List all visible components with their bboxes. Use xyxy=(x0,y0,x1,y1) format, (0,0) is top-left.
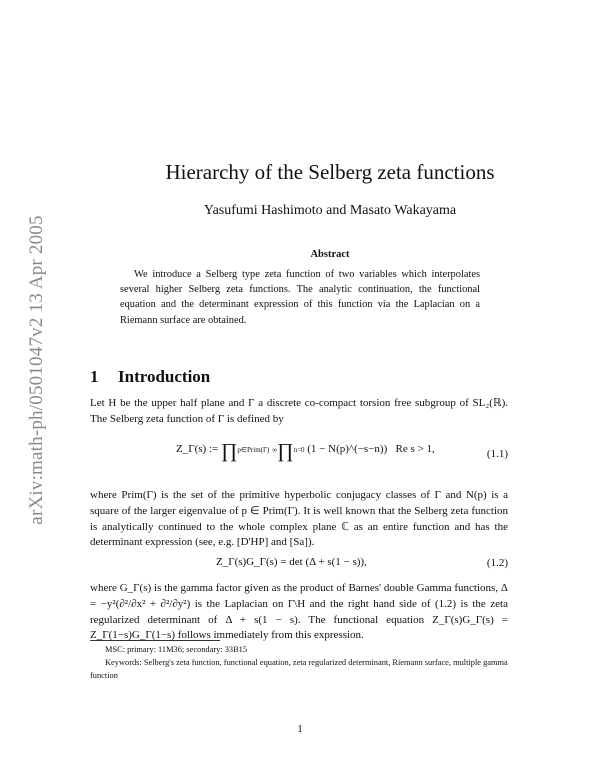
page-number: 1 xyxy=(297,723,303,735)
equation-1-1-body xyxy=(176,440,435,463)
paragraph-3: where G_Γ(s) is the gamma factor given as the product of Barnes' double Gamma functions, Δ = −y²(∂²/∂x² + ∂²/∂y²) is the Laplacian on Γ\H and the right hand side of (1.2) is the zeta regularized determinant of Δ + s(1 − s). The functional equation Z_Γ(s)G_Γ(s) = Z_Γ(1−s)G_Γ(1−s) follows immediately from this expression. xyxy=(90,582,508,642)
product-symbol: ∏ xyxy=(220,440,238,462)
eq1-prod-index: p∈Prim(Γ) xyxy=(237,446,270,454)
eq1-lhs: Z_Γ(s) := xyxy=(176,443,219,455)
section-title: Introduction xyxy=(118,367,211,386)
product-symbol-2: ∏ xyxy=(277,440,294,462)
equation-1-1-label: (1.1) xyxy=(486,448,508,460)
eq1-condition: Re s > 1, xyxy=(395,443,435,455)
footnote-rule xyxy=(90,640,220,641)
section-number: 1 xyxy=(90,367,99,386)
paper-authors: Yasufumi Hashimoto and Masato Wakayama xyxy=(203,203,457,218)
section-heading xyxy=(90,367,210,387)
footnote-keywords: Keywords: Selberg's zeta function, functional equation, zeta regularized determinant, Riemann surface, multiple gamma function xyxy=(90,658,508,680)
abstract-text: We introduce a Selberg type zeta function of two variables which interpolates several higher Selberg zeta functions. The analytic continuation, the functional equation and the determinant expression of this function via the Laplacian on a Riemann surface are obtained. xyxy=(120,269,480,326)
equation-1-1 xyxy=(90,440,508,474)
eq1-prod-top: ∞ xyxy=(272,446,278,454)
equation-1-2-body: Z_Γ(s)G_Γ(s) = det (Δ + s(1 − s)), xyxy=(216,556,367,568)
arxiv-stamp-text: arXiv:math-ph/0501047v2 13 Apr 2005 xyxy=(26,215,47,525)
arxiv-stamp xyxy=(18,190,56,550)
paper-title: Hierarchy of the Selberg zeta functions xyxy=(165,160,495,184)
eq1-prod-index-2: n=0 xyxy=(293,446,305,454)
equation-1-2-label: (1.2) xyxy=(486,557,508,569)
paragraph-2: where Prim(Γ) is the set of the primitive hyperbolic conjugacy classes of Γ and N(p) is a square of the larger eigenvalue of p ∈ Prim(Γ). It is well known that the Selberg zeta function is analytically continued to the whole complex plane ℂ as an entire function and has the determinant expression (see, e.g. [D'HP] and [Sa]). xyxy=(90,489,508,549)
abstract-heading: Abstract xyxy=(310,249,350,260)
footnote-msc: MSC: primary: 11M36; secondary: 33B15 xyxy=(105,645,248,654)
paragraph-1: Let H be the upper half plane and Γ a discrete co-compact torsion free subgroup of SL₂(ℝ). The Selberg zeta function of Γ is defined by xyxy=(90,397,508,425)
equation-1-2 xyxy=(90,556,508,572)
eq1-factor: (1 − N(p)^(−s−n)) xyxy=(307,443,388,455)
